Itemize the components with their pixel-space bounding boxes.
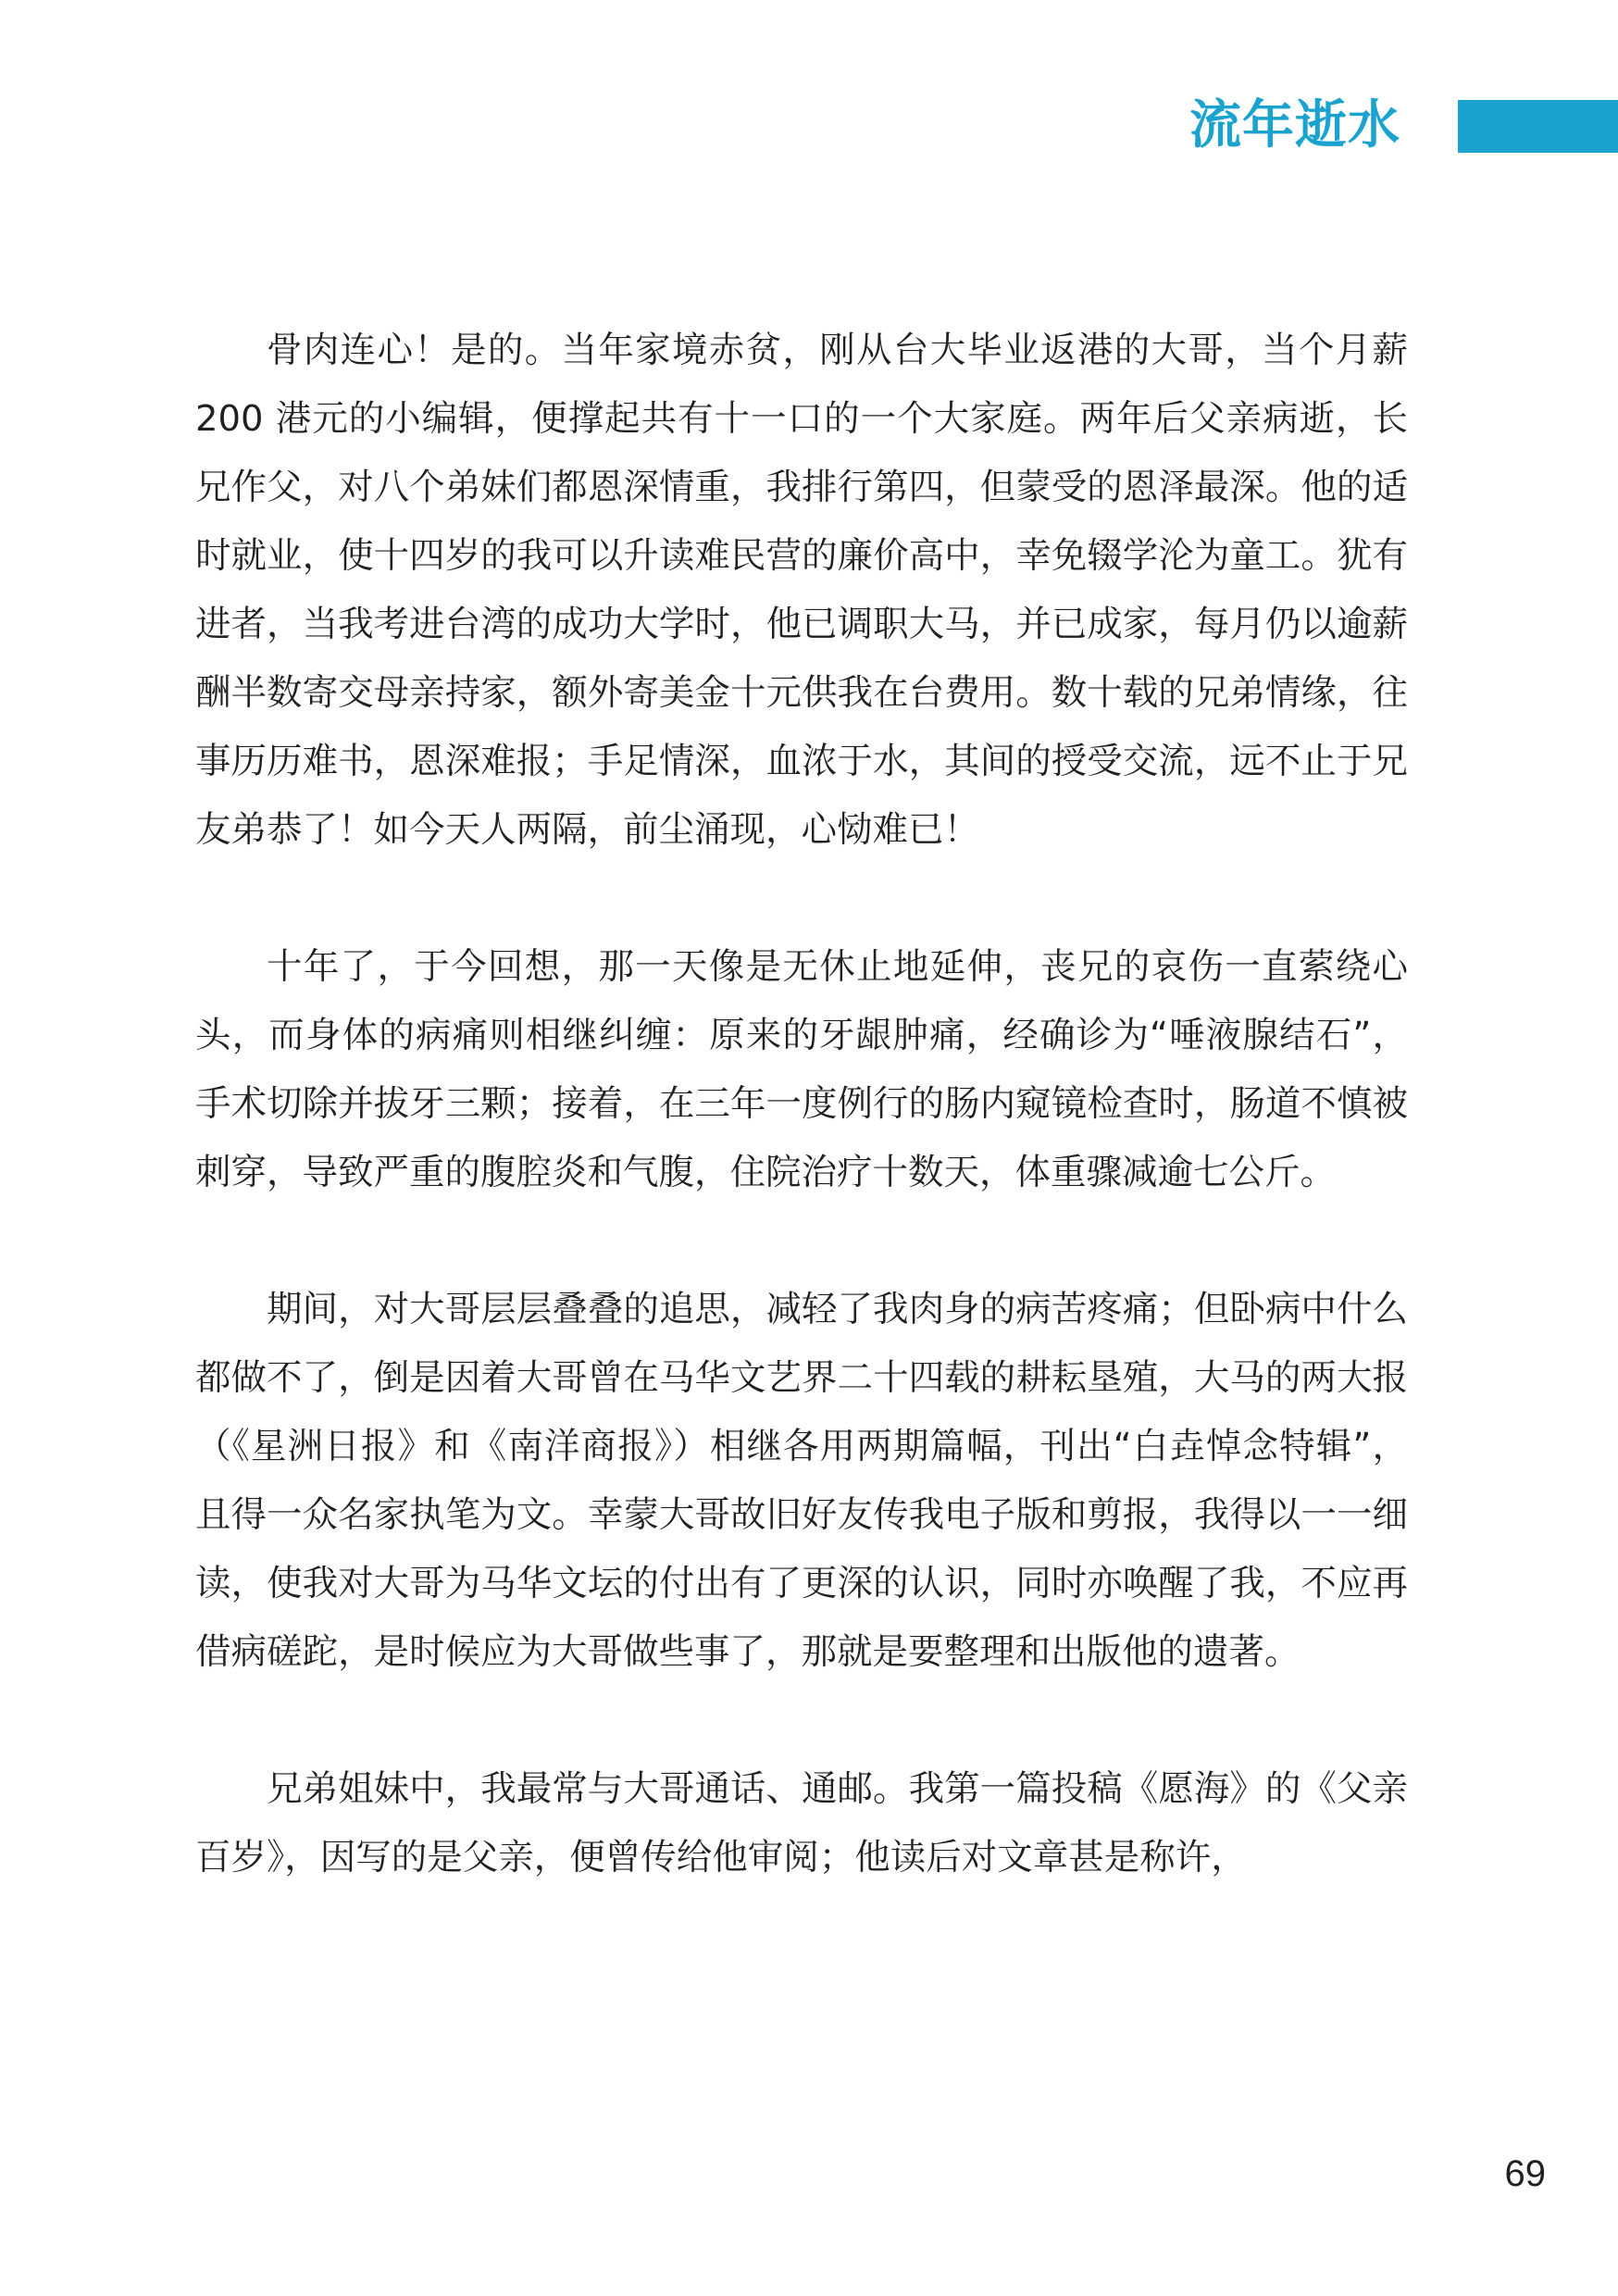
article-body [195,317,1408,1892]
section-title: 流年逝水 [1189,95,1400,156]
section-color-bar [1458,100,1618,153]
paragraph-1: 骨肉连心！是的。当年家境赤贫，刚从台大毕业返港的大哥，当个月薪 200 港元的小编辑，便撑起共有十一口的一个大家庭。两年后父亲病逝，长兄作父，对八个弟妹们都恩深情重，我排行第四，但蒙受的恩泽最深。他的适时就业，使十四岁的我可以升读难民营的廉价高中，幸免辍学沦为童工。犹有进者，当我考进台湾的成功大学时，他已调职大马，并已成家，每月仍以逾薪酬半数寄交母亲持家，额外寄美金十元供我在台费用。数十载的兄弟情缘，往事历历难书，恩深难报；手足情深，血浓于水，其间的授受交流，远不止于兄友弟恭了！如今天人两隔，前尘涌现，心恸难已！ [195,330,1408,851]
paragraph-2: 十年了，于今回想，那一天像是无休止地延伸，丧兄的哀伤一直萦绕心头，而身体的病痛则相继纠缠：原来的牙龈肿痛，经确诊为“唾液腺结石”，手术切除并拔牙三颗；接着，在三年一度例行的肠内窥镜检查时，肠道不慎被刺穿，导致严重的腹腔炎和气腹，住院治疗十数天，体重骤减逾七公斤。 [195,946,1408,1193]
page-number: 69 [1504,2153,1546,2194]
paragraph-4: 兄弟姐妹中，我最常与大哥通话、通邮。我第一篇投稿《愿海》的《父亲百岁》，因写的是父亲，便曾传给他审阅；他读后对文章甚是称许， [195,1768,1408,1878]
paragraph-3: 期间，对大哥层层叠叠的追思，减轻了我肉身的病苦疼痛；但卧病中什么都做不了，倒是因着大哥曾在马华文艺界二十四载的耕耘垦殖，大马的两大报（《星洲日报》和《南洋商报》）相继各用两期篇幅，刊出“白垚悼念特辑”，且得一众名家执笔为文。幸蒙大哥故旧好友传我电子版和剪报，我得以一一细读，使我对大哥为马华文坛的付出有了更深的认识，同时亦唤醒了我，不应再借病磋跎，是时候应为大哥做些事了，那就是要整理和出版他的遗著。 [195,1289,1408,1673]
